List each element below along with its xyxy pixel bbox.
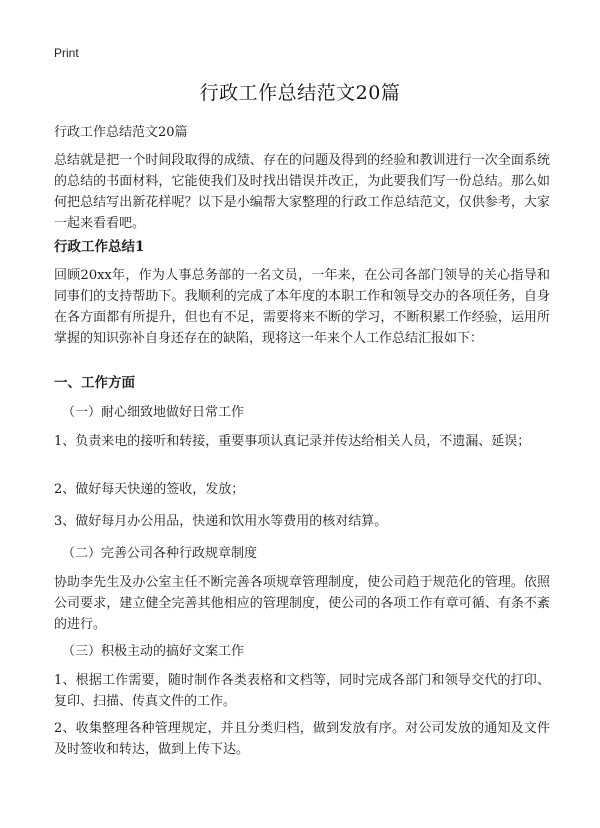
subheading-documents: （三）积极主动的搞好文案工作 bbox=[62, 644, 245, 659]
page-title: 行政工作总结范文20篇 bbox=[199, 82, 401, 104]
list-item: 3、做好每月办公用品，快递和饮用水等费用的核对结算。 bbox=[54, 514, 388, 529]
list-item: 1、根据工作需要，随时制作各类表格和文档等，同时完成各部门和领导交代的打印、复印、扫描、传真文件的工作。 bbox=[54, 673, 550, 709]
regulations-paragraph: 协助李先生及办公室主任不断完善各项规章管理制度，使公司趋于规范化的管理。依照公司要求，建立健全完善其他相应的管理制度，使公司的各项工作有章可循、有条不紊的进行。 bbox=[54, 575, 550, 632]
list-item: 1、负责来电的接听和转接，重要事项认真记录并传达给相关人员，不遗漏、延误； bbox=[54, 434, 531, 449]
section1-paragraph: 回顾20xx年，作为人事总务部的一名文员，一年来，在公司各部门领导的关心指导和同事们的支持帮助下。我顺利的完成了本年度的本职工作和领导交办的各项任务，自身在各方面都有所提升，但也有不足，需要将来不断的学习，不断积累工作经验，运用所掌握的知识弥补自身还存在的缺陷，现将这一年来个人工作总结汇报如下： bbox=[54, 268, 550, 346]
subheading-regulations: （二）完善公司各种行政规章制度 bbox=[62, 546, 258, 561]
document-subtitle: 行政工作总结范文20篇 bbox=[54, 125, 188, 140]
list-item: 2、做好每天快递的签收，发放； bbox=[54, 482, 245, 497]
list-item: 2、收集整理各种管理规定，并且分类归档，做到发放有序。对公司发放的通知及文件及时签收和转达，做到上传下达。 bbox=[54, 721, 550, 757]
print-label[interactable]: Print bbox=[54, 46, 79, 60]
intro-paragraph: 总结就是把一个时间段取得的成绩、存在的问题及得到的经验和教训进行一次全面系统的总结的书面材料，它能使我们及时找出错误并改正，为此要我们写一份总结。那么如何把总结写出新花样呢？以下是小编帮大家整理的行政工作总结范文，仅供参考，大家一起来看看吧。 bbox=[54, 153, 550, 231]
section-heading-1: 行政工作总结1 bbox=[54, 239, 145, 255]
part-heading-work: 一、工作方面 bbox=[54, 375, 135, 391]
subheading-daily-work: （一）耐心细致地做好日常工作 bbox=[62, 405, 245, 420]
